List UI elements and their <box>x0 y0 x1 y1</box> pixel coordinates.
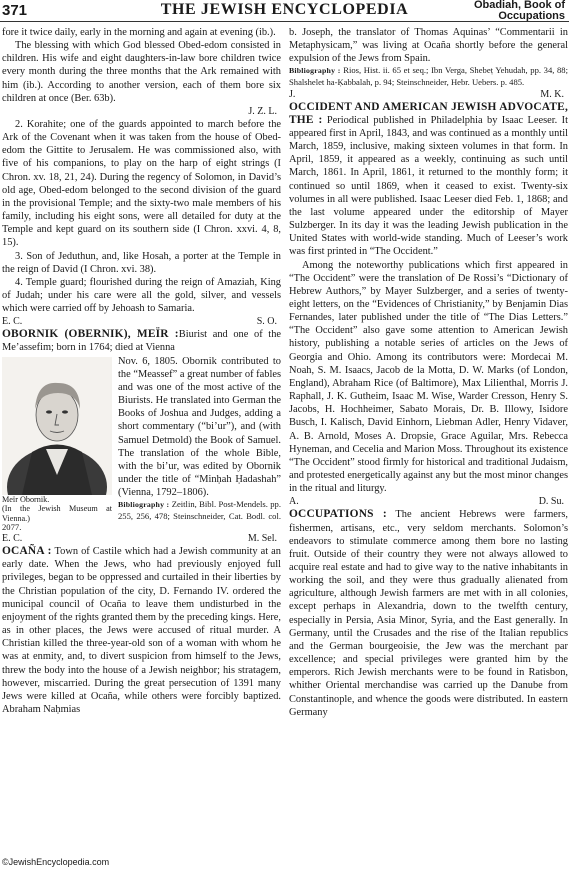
entry-ocana <box>2 545 281 716</box>
paragraph: The blessing with which God blessed Obed-edom consisted in children. His wife and eight daughters-in-law bore children twice every month during the three months that the Ark remained with him (ib.). According to another version, each of them bore six children at once (Ber. 63b). <box>2 40 281 104</box>
entry-occident <box>289 101 568 259</box>
running-head-line-2: Occupations <box>498 10 565 22</box>
right-column <box>289 26 568 719</box>
author-signature <box>2 532 281 545</box>
portrait-figure <box>2 357 112 523</box>
bibliography-text: Rios, Hist. ii. 65 et seq.; Ibn Verga, Shebeṭ Yehudah, pp. 34, 88; Shalshelet ha-Ḳabbalah, p. 94; Steinschneider, Hebr. Uebers. p. 485. <box>289 65 568 88</box>
paragraph: b. Joseph, the translator of Thomas Aquinas’ “Commentarii in Metaphysicam,” was living at Ocaña shortly before the general expulsion of the Jews from Spain. <box>289 27 568 65</box>
entry-heading: OCAÑA : <box>2 545 52 558</box>
running-head <box>474 0 565 22</box>
paragraph: 4. Temple guard; flourished during the reign of Amaziah, King of Judah; under his care were all the gold, silver, and vessels which were carried off by Jehoash to Samaria. <box>2 276 281 315</box>
signature-right: S. O. <box>256 316 277 328</box>
bibliography-label: Bibliography : <box>118 500 170 510</box>
entry-heading: OCCIDENT AND AMERICAN JEWISH ADVOCATE, THE : <box>289 100 568 126</box>
portrait-caption-source: (In the Jewish Museum at Vienna.) <box>2 504 112 523</box>
author-signature <box>289 88 568 101</box>
signature-left: J. <box>289 88 296 100</box>
site-watermark[interactable]: ©JewishEncyclopedia.com <box>2 857 110 867</box>
author-signature <box>2 105 281 118</box>
author-signature <box>289 495 568 508</box>
entry-heading: OCCUPATIONS : <box>289 508 387 521</box>
portrait-caption-name: Meïr Obornik. <box>2 494 50 504</box>
signature-left: E. C. <box>2 316 23 328</box>
entry-heading: OBORNIK (OBERNIK), MEÏR : <box>2 328 179 341</box>
running-title: THE JEWISH ENCYCLOPEDIA <box>160 1 409 18</box>
entry-occupations <box>289 508 568 719</box>
signature-left: A. <box>289 496 299 508</box>
running-head-line-1: Obadiah, Book of <box>473 0 565 11</box>
signature-right: M. K. <box>540 88 564 100</box>
paragraph: 2. Korahite; one of the guards appointed to march before the Ark of the Covenant when it was taken from the house of Obed-edom the Gittite to Jerusalem. He was commissioned also, with five of his companions, to play on the harp of eight strings (I Chron. xv. 18, 21, 24). During the regency of Solomon, in David’s old age, Obed-edom belonged to the second division of the guard in the provisional Temple; and the sixty-two male members of his family, including his eight sons, were all detailed for duty at the Temple and kept guard on its southern side (I Chron. xxvi. 4, 8, 15). <box>2 118 281 249</box>
entry-obornik <box>2 328 281 354</box>
header-rule <box>0 21 569 22</box>
entry-text: The ancient Hebrews were farmers, fishermen, artisans, etc., very seldom merchants. Solomon’s endeavors to stimulate commerce among them bore no lasting fruit. Outside of their country they were not always allowed to acquire real estate and had to give way to the native inhabitants in working the soil, and they were thus gradually alienated from agriculture, although Jewish farmers are met with in all colonies, except perhaps in Alexandria, down to the twelfth century, especially in Persia, Asia Minor, Syria, and the East generally. In Germany, until the Crusades and the rise of the Italian republics and the German bourgeoisie, the Jew was the merchant par excellence; and special privileges were granted him by the emperors. Rich Jewish merchants were to be found in Ratisbon, whither Oriental merchandise was carried up the Danube from Constantinople, and whence the goods were distributed. In eastern Germany <box>289 509 568 718</box>
signature-right: J. Z. L. <box>248 105 277 117</box>
signature-right: D. Su. <box>538 496 564 508</box>
paragraph: fore it twice daily, early in the morning and again at evening (ib.). <box>2 27 276 38</box>
bibliography <box>289 65 568 87</box>
paragraph: 3. Son of Jeduthun, and, like Hosah, a porter at the Temple in the reign of David (I Chron. xvi. 38). <box>2 250 281 275</box>
entry-obornik-continued: Nov. 6, 1805. Obornik contributed to the “Meassef” a great number of fables and was one of the most active of the Biurists. He translated into German the Books of Joshua and Judges, adding a short commentary (“bi’ur”), and (with Samuel Detmold) the Book of Samuel. The translation of the whole Bible, with the bi’ur, was edited by Obornik under the title of “Minḥah Ḥadashah” (Vienna, 1792–1806). <box>118 355 281 499</box>
page-header <box>0 0 569 21</box>
bibliography-text: Zeitlin, Bibl. Post-Mendels. pp. 255, 256, 478; Steinschneider, Cat. Bodl. col. 2077. <box>2 499 282 532</box>
signature-left: E. C. <box>2 533 23 545</box>
bibliography-label: Bibliography : <box>289 66 341 76</box>
author-signature <box>2 315 281 328</box>
entry-text: Town of Castile which had a Jewish community at an early date. When the Jews, who had previously enjoyed full privileges, began to be oppressed and curtailed in their liberties by the Christian population of the city, D. Fernando IV. ordered the municipal council of Ocaña to leave them undisturbed in the enjoyment of the rights granted them by the preceding kings. Here, as in other places, the Jews were accused of ritual murder. A Christian killed the three-year-old son of a woman with whom he was at enmity, and, to divert suspicion from himself to the Jews, threw the body into the house of a Jewish neighbor; his stratagem, however, miscarried. During the great persecution of 1391 many Jews were killed at Ocaña, while others were forcibly baptized. Abraham Naḥmias <box>2 546 281 715</box>
portrait-image <box>2 357 112 495</box>
entry-text-start: Biurist and one of the Me’assefim; born in 1764; died at Vienna <box>2 329 281 354</box>
left-column <box>2 26 281 716</box>
page-number: 371 <box>2 2 28 19</box>
entry-text: Periodical published in Philadelphia by Isaac Leeser. It appeared first in April, 1843, and was continued as a monthly until March, 1859, inclusive, making sixteen volumes in that form. In April, 1859, it appeared as a weekly, continuing as such until March, 1861. In April, 1861, it returned to the monthly form; it continued so until 1869, when it ceased to exist. Twenty-six volumes in all were published. Isaac Leeser died Feb. 1, 1868; and the last volume appeared under the editorship of Mayer Sulzberger. In its day it was the leading Jewish publication in the United States with world-wide standing. Much of Leeser’s work was first printed in “The Occident.” <box>289 114 568 258</box>
paragraph: Among the noteworthy publications which first appeared in “The Occident” were the translation of De Rossi’s “Dictionary of Hebrew Authors,” by Mayer Sulzberger, and a series of twenty-eight letters, on the “Evidences of Christianity,” by Benjamin Dias Fernandes, later published under the title of “The Dias Letters.” “The Occident” also gave some attention to American Jewish history, publishing a notable series of articles on the Jews of Georgia and Ohio. Among its contributors were: Mordecai M. Noah, S. M. Isaacs, Jacob de la Motta, D. W. Marks (of London, England), Abraham Rice (of Baltimore), Max Lilienthal, Morris J. Raphall, J. K. Gutheim, Isaac M. Wise, Warder Cresson, Henry S. Jacobs, H. Hochheimer, Sabato Morais, Dr. B. Illowy, Isidore Busch, I. Kalisch, David Einhorn, Liebman Adler, Henry Vidaver, A. B. Arnold, Moses A. Dropsie, Grace Aguilar, Mrs. Rebecca Hyneman, and Cecelia and Marion Moss. Throughout its existence “The Occident” stood firmly for historical and traditional Judaism, and protested energetically against any but the most minor changes in the ritual and liturgy. <box>289 259 568 495</box>
signature-right: M. Sel. <box>247 533 277 545</box>
